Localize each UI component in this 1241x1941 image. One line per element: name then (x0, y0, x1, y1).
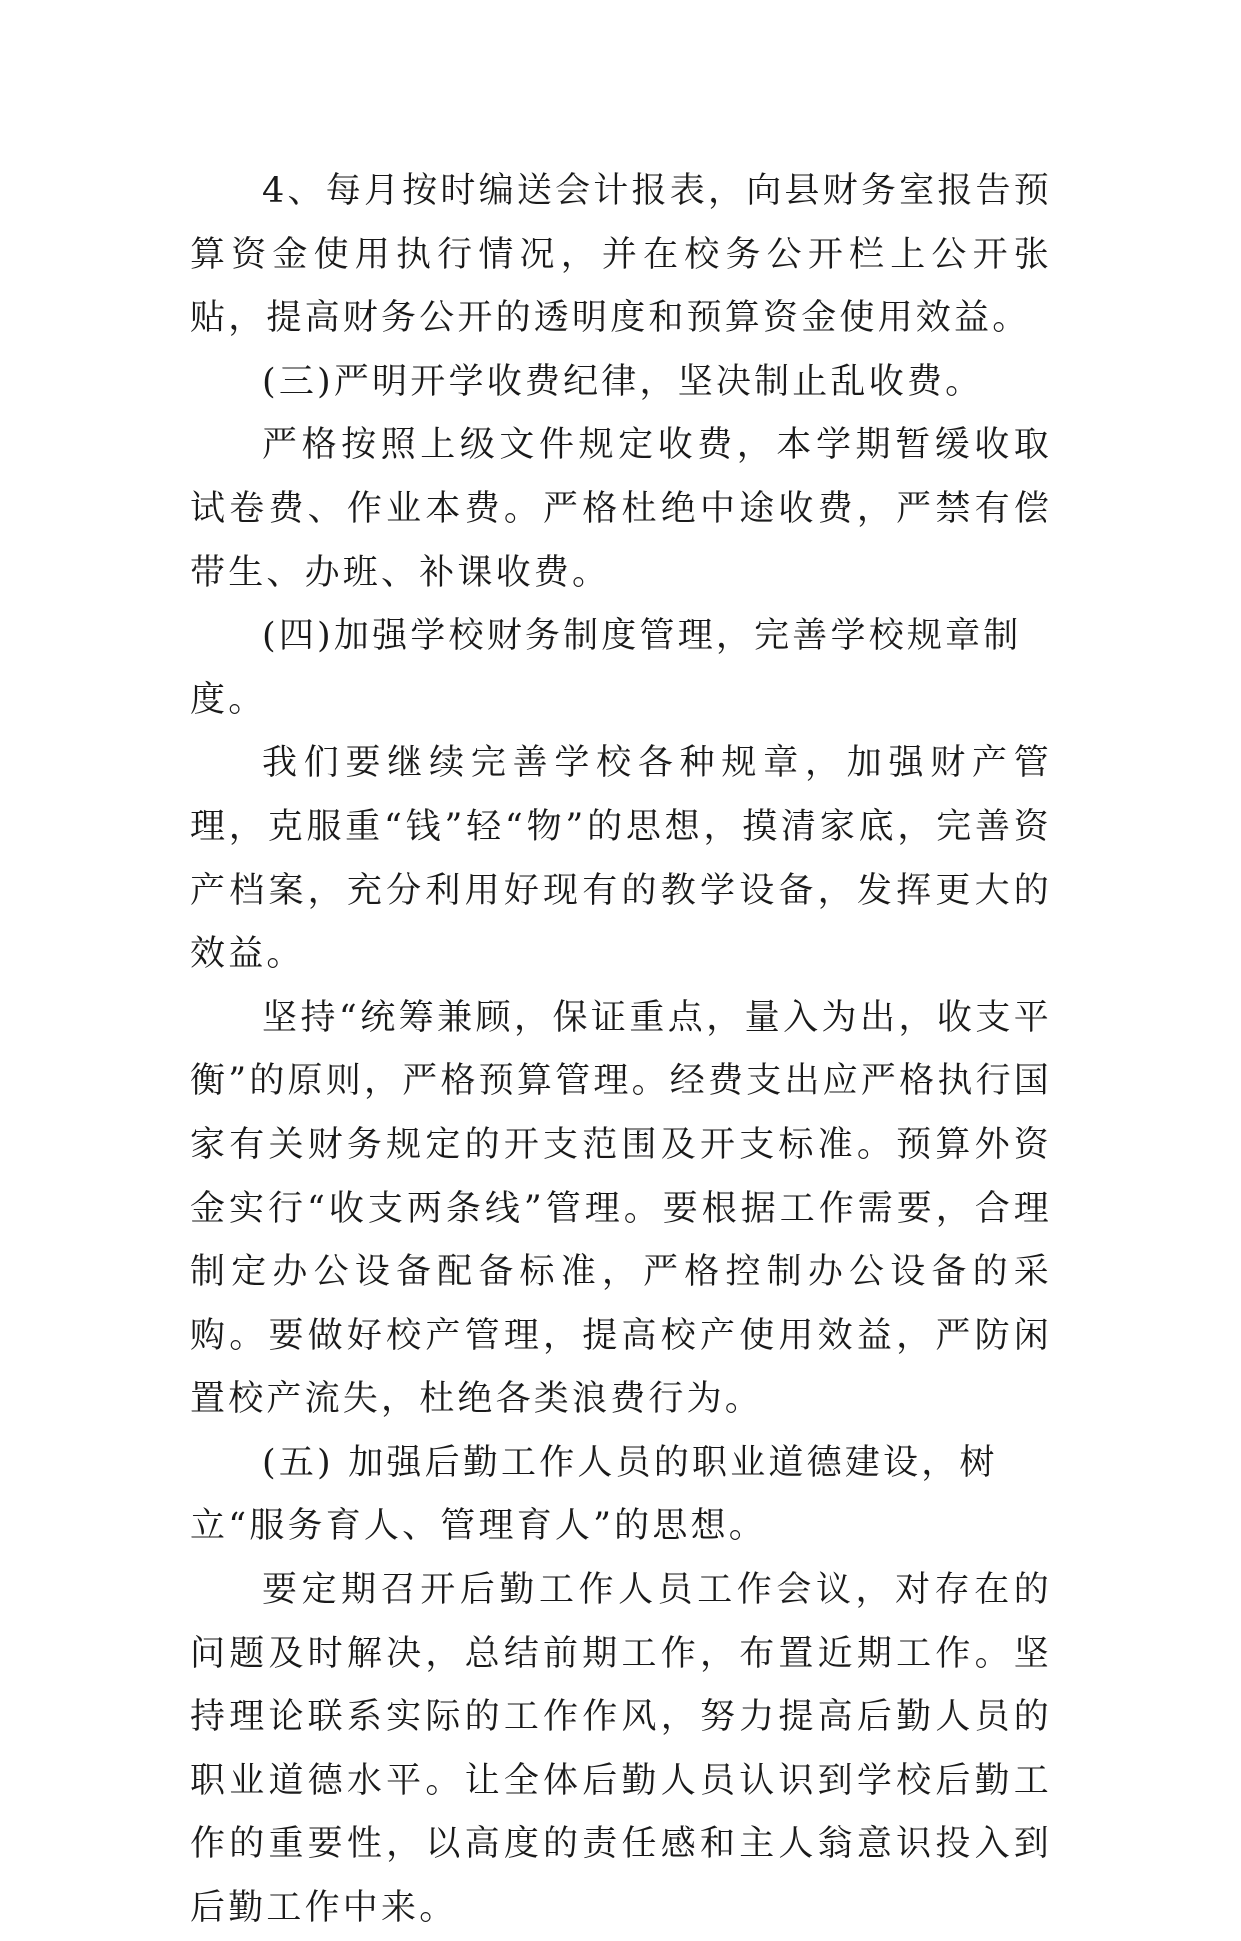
section-heading-finance-system: (四)加强学校财务制度管理，完善学校规章制度。 (190, 616, 1022, 720)
paragraph-fee-rules: 严格按照上级文件规定收费，本学期暂缓收取试卷费、作业本费。严格杜绝中途收费，严禁有偿带生、办班、补课收费。 (190, 425, 1052, 593)
paragraph-property-management: 我们要继续完善学校各种规章，加强财产管理，克服重“钱”轻“物”的思想，摸清家底，完善资产档案，充分利用好现有的教学设备，发挥更大的效益。 (190, 743, 1052, 975)
paragraph-monthly-report: 4、每月按时编送会计报表，向县财务室报告预算资金使用执行情况，并在校务公开栏上公开张贴，提高财务公开的透明度和预算资金使用效益。 (190, 171, 1052, 339)
paragraph-staff-meetings: 要定期召开后勤工作人员工作会议，对存在的问题及时解决，总结前期工作，布置近期工作。坚持理论联系实际的工作作风，努力提高后勤人员的职业道德水平。让全体后勤人员认识到学校后勤工作的重要性，以高度的责任感和主人翁意识投入到后勤工作中来。 (190, 1570, 1052, 1929)
paragraph-budget-principles: 坚持“统筹兼顾，保证重点，量入为出，收支平衡”的原则，严格预算管理。经费支出应严格执行国家有关财务规定的开支范围及开支标准。预算外资金实行“收支两条线”管理。要根据工作需要，合理制定办公设备配备标准，严格控制办公设备的采购。要做好校产管理，提高校产使用效益，严防闲置校产流失，杜绝各类浪费行为。 (190, 997, 1052, 1420)
section-heading-staff-ethics: (五) 加强后勤工作人员的职业道德建设，树立“服务育人、管理育人”的思想。 (190, 1442, 998, 1547)
document-body (190, 160, 1052, 1941)
section-heading-fees: (三)严明开学收费纪律，坚决制止乱收费。 (262, 361, 984, 402)
